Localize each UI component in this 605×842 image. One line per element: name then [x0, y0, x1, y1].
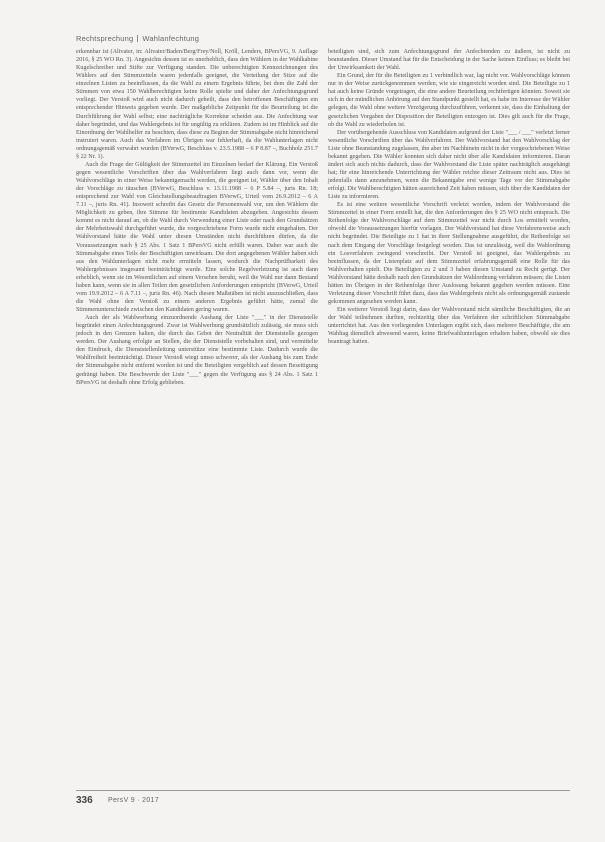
page-footer	[76, 790, 570, 806]
header-topic: Wahlanfechtung	[142, 34, 200, 43]
paragraph: erkennbar ist (Altvater, in: Altvater/Baden/Berg/Frey/Noll, Kröll, Lenders, BPersVG, 9. Auflage 2016, § 25 WO Rn. 3). Angesichts dessen ist es unerheblich, dass den Wählern in der Wahlkabine Kugelschreiber und Stifte zur Verfügung standen. Die unberechtigten Kennzeichnungen des Wählers auf den Stimmzetteln waren jedenfalls geeignet, die Verteilung der Sitze auf die einzelnen Listen zu beeinflussen, da die Wahl zu einem Ergebnis führte, bei dem die Zahl der Stimmen von etwa 150 Wahlberechtigten keine Rolle spielte und daher der Anfechtungsgrund vorliegt. Der Verstoß wird auch nicht dadurch geheilt, dass den betroffenen Beschäftigten ein entsprechender Hinweis gegeben wurde. Der maßgebliche Zeitpunkt für die Beurteilung ist die Durchführung der Wahl selbst; eine nachträgliche Korrektur scheidet aus. Die Anfechtung war daher begründet, und das Wahlergebnis ist für ungültig zu erklären. Zudem ist im Hinblick auf die Einordnung der Wahlhelfer zu beachten, dass diese zu Beginn der Stimmabgabe nicht hinreichend instruiert waren. Auch das Verfahren im Übrigen war fehlerhaft, da die Wahlunterlagen nicht ordnungsgemäß verwahrt wurden (BVerwG, Beschluss v. 23.5.1988 – 6 P 8.87 –, Buchholz 251.7 § 22 Nr. 1).	[76, 49, 318, 160]
paragraph: Ein weiterer Verstoß liegt darin, dass der Wahlvorstand nicht sämtliche Beschäftigten, die an der Wahl teilnehmen durften, rechtzeitig über das Verfahren der schriftlichen Stimmabgabe unterrichtet hat. Aus den vorliegenden Unterlagen ergibt sich, dass mehrere Beschäftigte, die am Wahltag dienstlich abwesend waren, keine Briefwahlunterlagen erhalten haben, obwohl sie dies beantragt hatten.	[328, 307, 570, 346]
right-column	[328, 48, 570, 346]
issue-label: PersV 9 · 2017	[108, 797, 159, 804]
paragraph: Auch der als Wahlwerbung einzuordnende Aushang der Liste "___" in der Dienststelle begründet einen Anfechtungsgrund. Zwar ist Wahlwerbung grundsätzlich zulässig, sie muss sich jedoch in den Grenzen halten, die durch das Gebot der Neutralität der Dienststelle gezogen werden. Der Aushang erfolgte an Stellen, die der Dienststelle vorbehalten sind, und vermittelte den Eindruck, die Dienststellenleitung unterstütze eine bestimmte Liste. Dadurch wurde die Wahlfreiheit beeinträchtigt. Dieser Verstoß wiegt umso schwerer, als der Aushang bis zum Ende der Stimmabgabe nicht entfernt worden ist und die Beteiligten vergeblich auf dessen Beseitigung gedrängt haben. Die Beschwerde der Liste "___" gegen die Verfügung aus § 24 Abs. 1 Satz 1 BPersVG ist deshalb ohne Erfolg geblieben.	[76, 315, 318, 386]
page-number: 336	[76, 795, 93, 806]
header-section: Rechtsprechung	[76, 34, 134, 43]
paragraph: Ein Grund, der für die Beteiligten zu 1 verbindlich war, lag nicht vor. Wahlvorschläge können nur in der Weise zurückgenommen werden, wie sie eingereicht worden sind. Die Beteiligte zu 1 hat auch keine Gründe vorgetragen, die eine andere Beurteilung rechtfertigen könnten. Soweit sie sich in der mündlichen Anhörung auf den Standpunkt gestellt hat, es habe im Interesse der Wähler gelegen, die Wahl ohne weitere Verzögerung durchzuführen, verkennt sie, dass die Einhaltung der gesetzlichen Vorgaben der Disposition der Beteiligten entzogen ist. Dies gilt auch für die Frage, ob die Wahl zu wiederholen ist.	[328, 73, 570, 128]
paragraph: Der vorübergehende Ausschluss von Kandidaten aufgrund der Liste "___ / ___" verletzt ferner wesentliche Vorschriften über das Wahlverfahren. Der Wahlvorstand hat den Wahlvorschlag der Liste ohne Beanstandung zugelassen, ihn aber im Nachhinein nicht in der vorgeschriebenen Weise bekannt gegeben. Die Wähler konnten sich daher nicht über alle Kandidaten informieren. Daran ändert sich auch nichts dadurch, dass der Wahlvorstand die Liste später nachträglich ausgehängt hat; für eine hinreichende Unterrichtung der Wähler reichte dieser Zeitraum nicht aus. Dies ist jedenfalls dann anzunehmen, wenn die Bekanntgabe erst wenige Tage vor der Stimmabgabe erfolgt. Die Wahlberechtigten hätten ausreichend Zeit haben müssen, sich über die Kandidaten der Liste zu informieren.	[328, 129, 570, 201]
paragraph: beteiligten sind, sich zum Anfechtungsgrund der Anfechtenden zu äußern, ist nicht zu beanstanden. Dieser Umstand hat für die Entscheidung in der Sache keinen Einfluss; es bleibt bei der Unwirksamkeit der Wahl.	[328, 49, 570, 72]
header-separator	[137, 35, 138, 42]
left-column	[76, 48, 318, 387]
paragraph: Auch die Frage der Gültigkeit der Stimmzettel im Einzelnen bedarf der Klärung. Ein Verstoß gegen wesentliche Vorschriften über das Wahlverfahren liegt auch dann vor, wenn die Wahlvorschläge in einer Weise bekanntgemacht werden, die geeignet ist, Wähler über den Inhalt der Vorschläge zu täuschen (BVerwG, Beschluss v. 13.11.1988 – 6 P 5.84 –, juris Rn. 18; entsprechend zur Wahl von Gleichstellungsbeauftragten BVerwG, Urteil vom 26.9.2012 – 6 A 7.11 –, juris Rn. 41). Insoweit schreibt das Gesetz die Personenwahl vor, um den Wählern die Möglichkeit zu geben, ihre Stimme für bestimmte Kandidaten abzugeben. Angesichts dessen kommt es nicht darauf an, ob die Wahl durch Verwendung einer Liste oder nach den Grundsätzen der Mehrheitswahl durchgeführt wurde, die vorgeschriebene Form wurde nicht eingehalten. Der Wahlvorstand hätte die Wahl unter diesen Umständen nicht durchführen dürfen, da die Voraussetzungen nach § 25 Abs. 1 Satz 1 BPersVG nicht erfüllt waren. Daher war auch die Stimmabgabe eines Teils der Beschäftigten unwirksam. Die dort angegebenen Wähler haben sich aus den Wahlunterlagen nicht mehr ermitteln lassen, wodurch die Nachprüfbarkeit des Wahlergebnisses insgesamt beeinträchtigt wurde. Eine solche Regelverletzung ist auch dann erheblich, wenn sie im Wesentlichen auf einem Versehen beruht, weil die Wahl nur dann Bestand haben kann, wenn sie in allen Teilen den gesetzlichen Anforderungen entspricht (BVerwG, Urteil vom 19.9.2012 – 6 A 7.11 –, juris Rn. 46). Nach diesen Maßstäben ist nicht auszuschließen, dass die Wahl ohne den Verstoß zu einem anderen Ergebnis geführt hätte, zumal die Stimmenunterschiede zwischen den Kandidaten gering waren.	[76, 161, 318, 313]
running-header	[76, 34, 199, 43]
paragraph: Es ist eine weitere wesentliche Vorschrift verletzt worden, indem der Wahlvorstand die Stimmzettel in einer Form erstellt hat, die den Anforderungen des § 25 WO nicht entsprach. Die Reihenfolge der Wahlvorschläge auf dem Stimmzettel war nicht durch Los ermittelt worden, obwohl die Voraussetzungen hierfür vorlagen. Der Wahlvorstand hat diese Verfahrensweise auch nicht begründet. Die Beteiligte zu 1 hat in ihrer Stellungnahme ausgeführt, die Reihenfolge sei nach dem Eingang der Vorschläge festgelegt worden. Das ist unzulässig, weil die Wahlordnung ein Losverfahren zwingend vorschreibt. Der Verstoß ist geeignet, das Wahlergebnis zu beeinflussen, da der Listenplatz auf dem Stimmzettel erfahrungsgemäß eine Rolle für das Wahlverhalten spielt. Die Beteiligten zu 2 und 3 haben diesen Umstand zu Recht gerügt. Der Wahlvorstand hätte deshalb nach den Grundsätzen der Wahlordnung verfahren müssen; die Listen hätten im Übrigen in der Reihenfolge ihrer Auslosung bekannt gegeben werden müssen. Eine Verletzung dieser Vorschrift führt dazu, dass das Wahlergebnis nicht als ordnungsgemäß zustande gekommen angesehen werden kann.	[328, 202, 570, 305]
